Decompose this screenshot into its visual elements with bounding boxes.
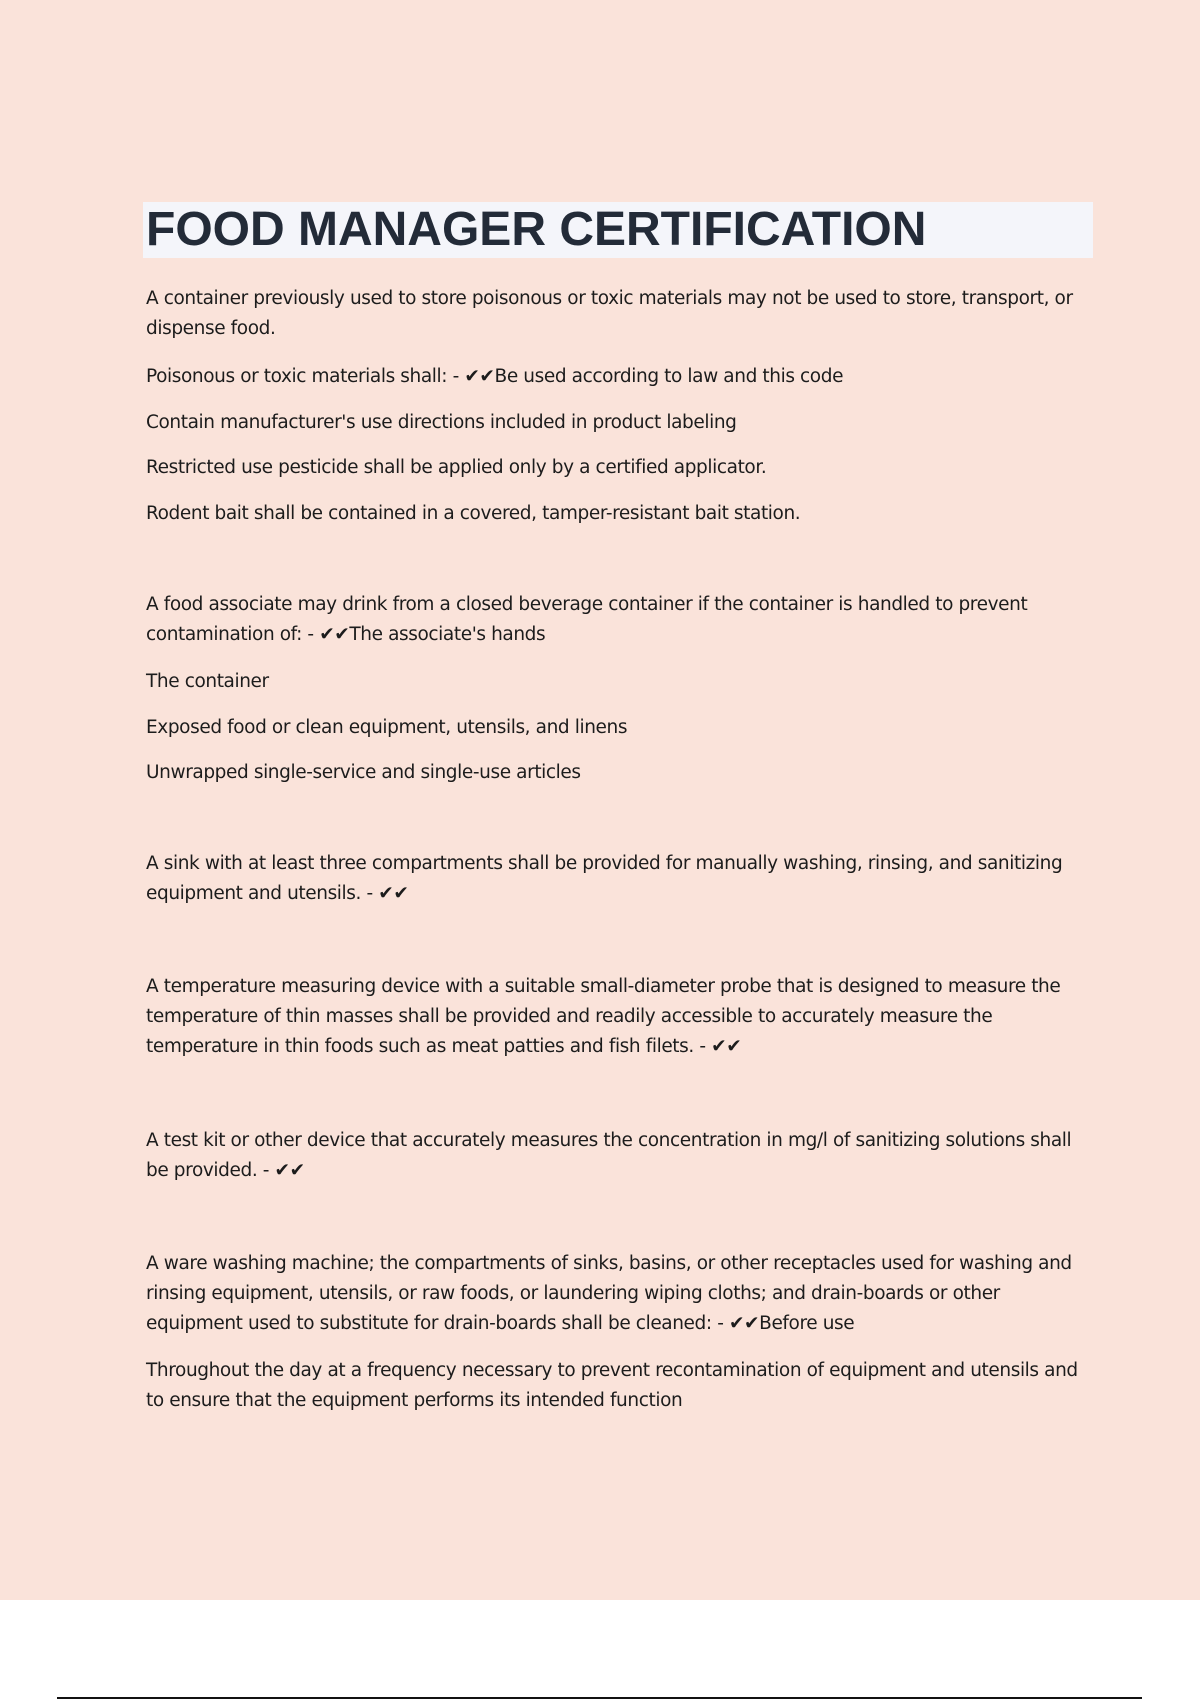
footer-divider xyxy=(57,1697,1142,1699)
paragraph-throughout-day: Throughout the day at a frequency necessary to prevent recontamination of equipment and utensils and to ensure that the equipment performs its intended function xyxy=(146,1360,1078,1411)
paragraph-unwrapped-articles: Unwrapped single-service and single-use articles xyxy=(146,762,581,783)
paragraph-container-rule: A container previously used to store poisonous or toxic materials may not be used to store, transport, or dispense food. xyxy=(146,288,1073,339)
paragraph-beverage-container: A food associate may drink from a closed beverage container if the container is handled to prevent contamination of: - ✔✔The associate's hands xyxy=(146,594,1028,645)
paragraph-exposed-food: Exposed food or clean equipment, utensils, and linens xyxy=(146,717,628,738)
paragraph-test-kit: A test kit or other device that accurately measures the concentration in mg/l of sanitizing solutions shall be provided. - ✔✔ xyxy=(146,1130,1072,1181)
paragraph-pesticide: Restricted use pesticide shall be applied only by a certified applicator. xyxy=(146,457,767,478)
paragraph-temperature-device: A temperature measuring device with a suitable small-diameter probe that is designed to measure the temperature of thin masses shall be provided and readily accessible to accurately measure the temperature in thin foods such as meat patties and fish filets. - ✔✔ xyxy=(146,976,1061,1057)
document-title: FOOD MANAGER CERTIFICATION xyxy=(146,203,927,256)
paragraph-ware-washing: A ware washing machine; the compartments of sinks, basins, or other receptacles used for washing and rinsing equipment, utensils, or raw foods, or laundering wiping cloths; and drain-boards or other equipment used to substitute for drain-boards shall be cleaned: - ✔✔Before use xyxy=(146,1253,1072,1334)
paragraph-rodent-bait: Rodent bait shall be contained in a covered, tamper-resistant bait station. xyxy=(146,503,801,524)
paragraph-three-compartment-sink: A sink with at least three compartments shall be provided for manually washing, rinsing, and sanitizing equipment and utensils. - ✔✔ xyxy=(146,853,1063,904)
paragraph-toxic-materials: Poisonous or toxic materials shall: - ✔✔Be used according to law and this code xyxy=(146,366,844,387)
paragraph-directions: Contain manufacturer's use directions included in product labeling xyxy=(146,412,737,433)
paragraph-the-container: The container xyxy=(146,671,269,692)
